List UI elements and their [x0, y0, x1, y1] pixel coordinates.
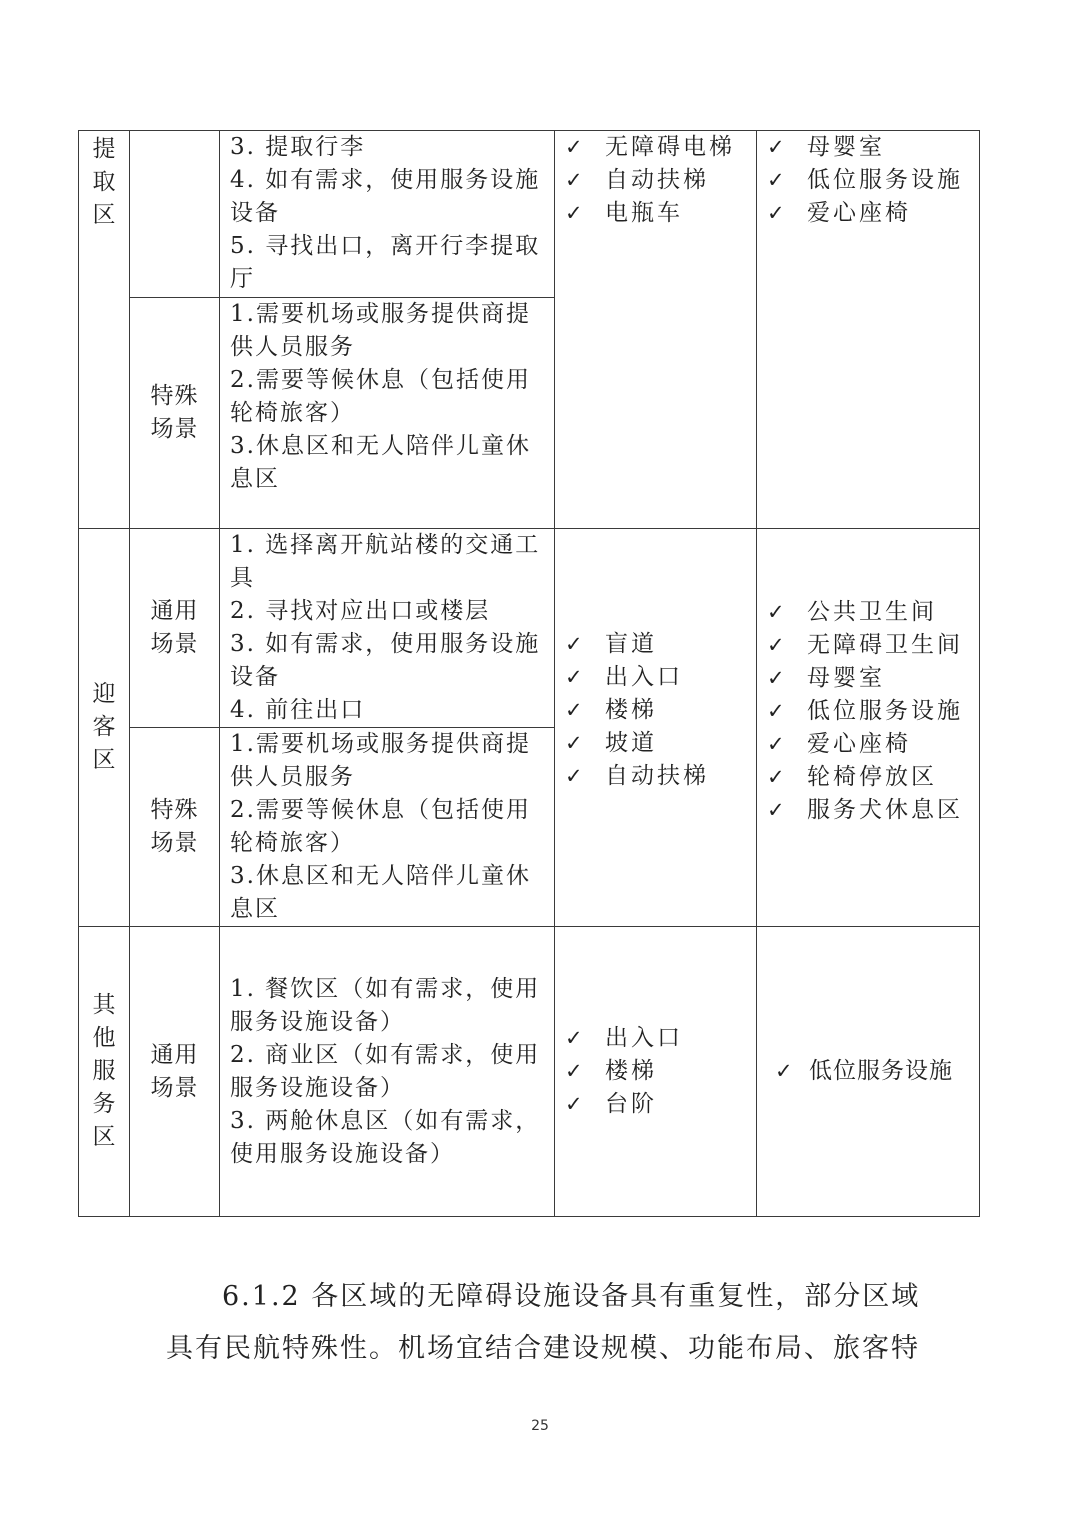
- zones-table: [78, 130, 980, 1217]
- check-icon: ✓: [767, 798, 785, 822]
- service-item: ✓ 低位服务设施: [767, 164, 979, 197]
- area-label: 其他服务区: [92, 992, 116, 1150]
- service-item: ✓ 服务犬休息区: [767, 794, 979, 827]
- scene-label: 特殊场景: [150, 383, 199, 442]
- check-icon: ✓: [565, 201, 583, 225]
- check-icon: ✓: [565, 764, 583, 788]
- step-item: 1. 餐饮区（如有需求，使用服务设施设备）: [230, 975, 541, 1035]
- check-icon: ✓: [767, 201, 785, 225]
- service-item: ✓ 轮椅停放区: [767, 761, 979, 794]
- area-cell: [79, 927, 130, 1217]
- step-item: 2.需要等候休息（包括使用轮椅旅客）: [230, 367, 531, 426]
- service-item: ✓ 低位服务设施: [767, 695, 979, 728]
- step-item: 3. 两舱休息区（如有需求，使用服务设施设备）: [230, 1107, 541, 1167]
- check-icon: ✓: [767, 765, 785, 789]
- service-item: ✓ 无障碍卫生间: [767, 629, 979, 662]
- body-paragraph-line: 具有民航特殊性。机场宜结合建设规模、功能布局、旅客特: [166, 1333, 920, 1364]
- check-icon: ✓: [565, 168, 583, 192]
- scene-cell: [130, 298, 220, 529]
- scene-cell: [130, 131, 220, 298]
- step-item: 3. 提取行李: [230, 134, 366, 160]
- check-icon: ✓: [565, 665, 583, 689]
- service-item: ✓ 母婴室: [767, 131, 979, 164]
- page-number: 25: [531, 1418, 549, 1434]
- check-icon: ✓: [767, 135, 785, 159]
- area-label: 提取区: [92, 136, 116, 228]
- steps-cell: [220, 927, 555, 1217]
- step-item: 2. 寻找对应出口或楼层: [230, 598, 491, 624]
- facility-item: ✓ 自动扶梯: [565, 164, 756, 197]
- facility-item: ✓ 出入口: [565, 1022, 756, 1055]
- check-icon: ✓: [565, 135, 583, 159]
- step-item: 2. 商业区（如有需求，使用服务设施设备）: [230, 1041, 541, 1101]
- step-item: 5. 寻找出口，离开行李提取厅: [230, 233, 541, 292]
- service-item: ✓ 爱心座椅: [767, 728, 979, 761]
- check-icon: ✓: [565, 1092, 583, 1116]
- step-item: 4. 前往出口: [230, 697, 366, 723]
- table-row: [79, 927, 980, 1217]
- facility-item: ✓ 坡道: [565, 727, 756, 760]
- service-item: ✓ 低位服务设施: [775, 1055, 979, 1088]
- table-row: [79, 131, 980, 298]
- area-cell: [79, 131, 130, 529]
- check-icon: ✓: [767, 666, 785, 690]
- area-cell: [79, 529, 130, 927]
- services-cell: [757, 131, 980, 529]
- step-item: 1. 选择离开航站楼的交通工具: [230, 532, 541, 591]
- facilities-cell: [555, 927, 757, 1217]
- body-paragraph-line: 6.1.2 各区域的无障碍设施设备具有重复性，部分区域: [222, 1281, 921, 1312]
- scene-label: 通用场景: [150, 598, 199, 657]
- facilities-cell: [555, 529, 757, 927]
- check-icon: ✓: [767, 633, 785, 657]
- facility-item: ✓ 无障碍电梯: [565, 131, 756, 164]
- check-icon: ✓: [767, 600, 785, 624]
- facility-item: ✓ 台阶: [565, 1088, 756, 1121]
- facility-item: ✓ 盲道: [565, 628, 756, 661]
- services-cell: [757, 529, 980, 927]
- scene-label: 特殊场景: [150, 797, 199, 856]
- step-item: 1.需要机场或服务提供商提供人员服务: [230, 731, 531, 790]
- scene-cell: [130, 927, 220, 1217]
- service-item: ✓ 爱心座椅: [767, 197, 979, 230]
- step-item: 3. 如有需求，使用服务设施设备: [230, 631, 541, 690]
- services-cell: [757, 927, 980, 1217]
- check-icon: ✓: [767, 732, 785, 756]
- check-icon: ✓: [565, 1059, 583, 1083]
- check-icon: ✓: [775, 1059, 793, 1083]
- scene-cell: [130, 728, 220, 927]
- facility-item: ✓ 楼梯: [565, 694, 756, 727]
- steps-cell: [220, 529, 555, 728]
- check-icon: ✓: [767, 168, 785, 192]
- scene-label: 通用场景: [150, 1041, 199, 1101]
- step-item: 1.需要机场或服务提供商提供人员服务: [230, 301, 531, 360]
- facility-item: ✓ 楼梯: [565, 1055, 756, 1088]
- check-icon: ✓: [565, 731, 583, 755]
- step-item: 2.需要等候休息（包括使用轮椅旅客）: [230, 797, 531, 856]
- facilities-cell: [555, 131, 757, 529]
- service-item: ✓ 母婴室: [767, 662, 979, 695]
- step-item: 4. 如有需求，使用服务设施设备: [230, 167, 541, 226]
- check-icon: ✓: [565, 632, 583, 656]
- facility-item: ✓ 电瓶车: [565, 197, 756, 230]
- table-row: [79, 529, 980, 728]
- check-icon: ✓: [767, 699, 785, 723]
- service-item: ✓ 公共卫生间: [767, 596, 979, 629]
- steps-cell: [220, 298, 555, 529]
- check-icon: ✓: [565, 1026, 583, 1050]
- area-label: 迎客区: [92, 681, 116, 773]
- step-item: 3.休息区和无人陪伴儿童休息区: [230, 433, 531, 492]
- steps-cell: [220, 728, 555, 927]
- steps-cell: [220, 131, 555, 298]
- facility-item: ✓ 出入口: [565, 661, 756, 694]
- scene-cell: [130, 529, 220, 728]
- check-icon: ✓: [565, 698, 583, 722]
- facility-item: ✓ 自动扶梯: [565, 760, 756, 793]
- step-item: 3.休息区和无人陪伴儿童休息区: [230, 863, 531, 922]
